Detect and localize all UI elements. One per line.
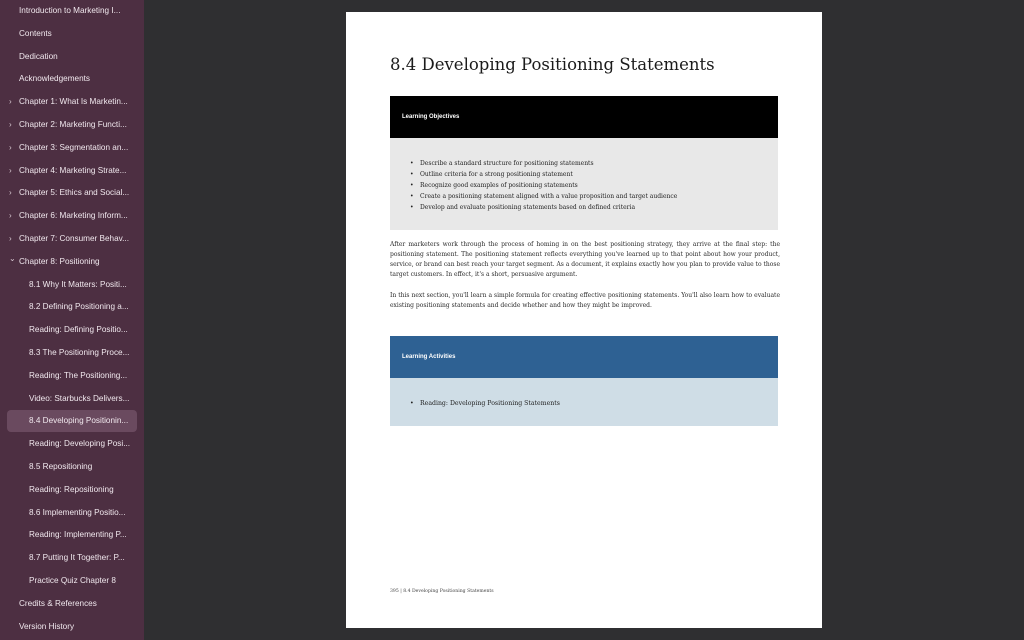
book-page xyxy=(346,12,822,628)
body-paragraph: In this next section, you'll learn a simple formula for creating effective positioning statements. You'll also learn how to evaluate existing positioning statements and decide whether and how they might be improved. xyxy=(390,292,780,309)
sidebar-item-label: 8.3 The Positioning Proce... xyxy=(29,348,130,357)
learning-objectives-header: Learning Objectives xyxy=(390,96,778,138)
sidebar-item-label: Chapter 2: Marketing Functi... xyxy=(19,120,127,129)
sidebar-item[interactable] xyxy=(7,616,137,638)
sidebar-item[interactable] xyxy=(7,182,137,204)
list-item: • Recognize good examples of positioning statements xyxy=(410,180,677,191)
sidebar-item-label: Practice Quiz Chapter 8 xyxy=(29,576,116,585)
chevron-right-icon[interactable]: › xyxy=(9,234,12,243)
chevron-right-icon[interactable]: › xyxy=(9,188,12,198)
sidebar-item-label: Chapter 5: Ethics and Social... xyxy=(19,188,130,198)
sidebar-item[interactable] xyxy=(7,479,137,501)
table-of-contents-sidebar xyxy=(0,0,144,640)
sidebar-item-label: Chapter 7: Consumer Behav... xyxy=(19,234,129,243)
sidebar-item-label: 8.7 Putting It Together: P... xyxy=(29,553,125,563)
sidebar-item-label: Chapter 3: Segmentation an... xyxy=(19,142,129,152)
sidebar-item-label: Dedication xyxy=(19,51,58,61)
chevron-down-icon[interactable]: ⌄ xyxy=(9,253,16,263)
sidebar-item[interactable] xyxy=(7,456,137,478)
list-item: • Describe a standard structure for positioning statements xyxy=(410,158,677,169)
sidebar-item-label: 8.6 Implementing Positio... xyxy=(29,507,126,517)
sidebar-item-label: 8.1 Why It Matters: Positi... xyxy=(29,279,127,289)
sidebar-item-label: Reading: Repositioning xyxy=(29,484,114,494)
sidebar-item[interactable] xyxy=(7,91,137,113)
sidebar-item[interactable] xyxy=(7,296,137,318)
sidebar-item[interactable] xyxy=(7,342,137,364)
sidebar-item-label: Chapter 6: Marketing Inform... xyxy=(19,211,128,221)
sidebar-item[interactable] xyxy=(7,547,137,569)
sidebar-item-label: Reading: Implementing P... xyxy=(29,530,127,540)
sidebar-item[interactable] xyxy=(7,205,137,227)
sidebar-item-label: 8.5 Repositioning xyxy=(29,462,93,471)
sidebar-item[interactable] xyxy=(7,502,137,524)
sidebar-item-label: Video: Starbucks Delivers... xyxy=(29,393,130,403)
sidebar-item[interactable] xyxy=(7,388,137,410)
sidebar-item[interactable] xyxy=(7,524,137,546)
sidebar-item-label: Reading: Developing Posi... xyxy=(29,439,131,449)
learning-activities-box xyxy=(390,378,778,426)
sidebar-item[interactable] xyxy=(7,274,137,296)
page-title: 8.4 Developing Positioning Statements xyxy=(390,55,715,74)
sidebar-item[interactable] xyxy=(7,251,137,273)
page-footer: 395 | 8.4 Developing Positioning Statements xyxy=(390,589,494,594)
list-item[interactable]: • Reading: Developing Positioning Statements xyxy=(410,398,560,409)
learning-activities-header: Learning Activities xyxy=(390,336,778,378)
sidebar-item[interactable] xyxy=(7,433,137,455)
list-item: • Develop and evaluate positioning statements based on defined criteria xyxy=(410,202,677,213)
sidebar-item-label: 8.2 Defining Positioning a... xyxy=(29,302,129,312)
learning-objectives-list xyxy=(410,158,677,213)
sidebar-item-label: Acknowledgements xyxy=(19,74,90,84)
chevron-right-icon[interactable]: › xyxy=(9,165,12,175)
list-item: • Outline criteria for a strong positioning statement xyxy=(410,169,677,180)
sidebar-item[interactable] xyxy=(7,0,137,22)
sidebar-item-label: Chapter 8: Positioning xyxy=(19,256,100,266)
sidebar-item[interactable] xyxy=(7,570,137,592)
sidebar-item-label: Reading: Defining Positio... xyxy=(29,325,128,335)
chevron-right-icon[interactable]: › xyxy=(9,97,12,107)
sidebar-item[interactable] xyxy=(7,365,137,387)
chevron-right-icon[interactable]: › xyxy=(9,120,12,129)
sidebar-item-label: Version History xyxy=(19,621,75,631)
sidebar-item[interactable] xyxy=(7,319,137,341)
list-item: • Create a positioning statement aligned with a value proposition and target audience xyxy=(410,191,677,202)
learning-activities-list xyxy=(410,398,560,409)
sidebar-item-label: Credits & References xyxy=(19,598,97,608)
sidebar-item-label: Chapter 4: Marketing Strate... xyxy=(19,165,127,175)
sidebar-item-label: Chapter 1: What Is Marketin... xyxy=(19,97,128,107)
sidebar-item-label: Introduction to Marketing I... xyxy=(19,6,121,15)
learning-objectives-box xyxy=(390,138,778,230)
chevron-right-icon[interactable]: › xyxy=(9,211,12,221)
sidebar-item[interactable] xyxy=(7,23,137,45)
sidebar-item[interactable] xyxy=(7,46,137,68)
sidebar-item-label: 8.4 Developing Positionin... xyxy=(29,416,129,426)
chevron-right-icon[interactable]: › xyxy=(9,142,12,152)
sidebar-item[interactable] xyxy=(7,160,137,182)
sidebar-item[interactable] xyxy=(7,593,137,615)
sidebar-item-label: Contents xyxy=(19,28,52,38)
body-paragraph: After marketers work through the process of homing in on the best positioning strategy, they arrive at the final step: the positioning statement. The positioning statement reflects everything you've learned up to that point about how your product, service, or brand can best reach your target segment. As a document, it explains exactly how you plan to provide value to those target customers. In effect, it's a short, persuasive argument. xyxy=(390,241,780,278)
sidebar-item[interactable] xyxy=(7,137,137,159)
sidebar-item[interactable] xyxy=(7,228,137,250)
sidebar-item-label: Reading: The Positioning... xyxy=(29,370,128,380)
sidebar-item[interactable] xyxy=(7,410,137,432)
sidebar-item[interactable] xyxy=(7,68,137,90)
sidebar-item[interactable] xyxy=(7,114,137,136)
